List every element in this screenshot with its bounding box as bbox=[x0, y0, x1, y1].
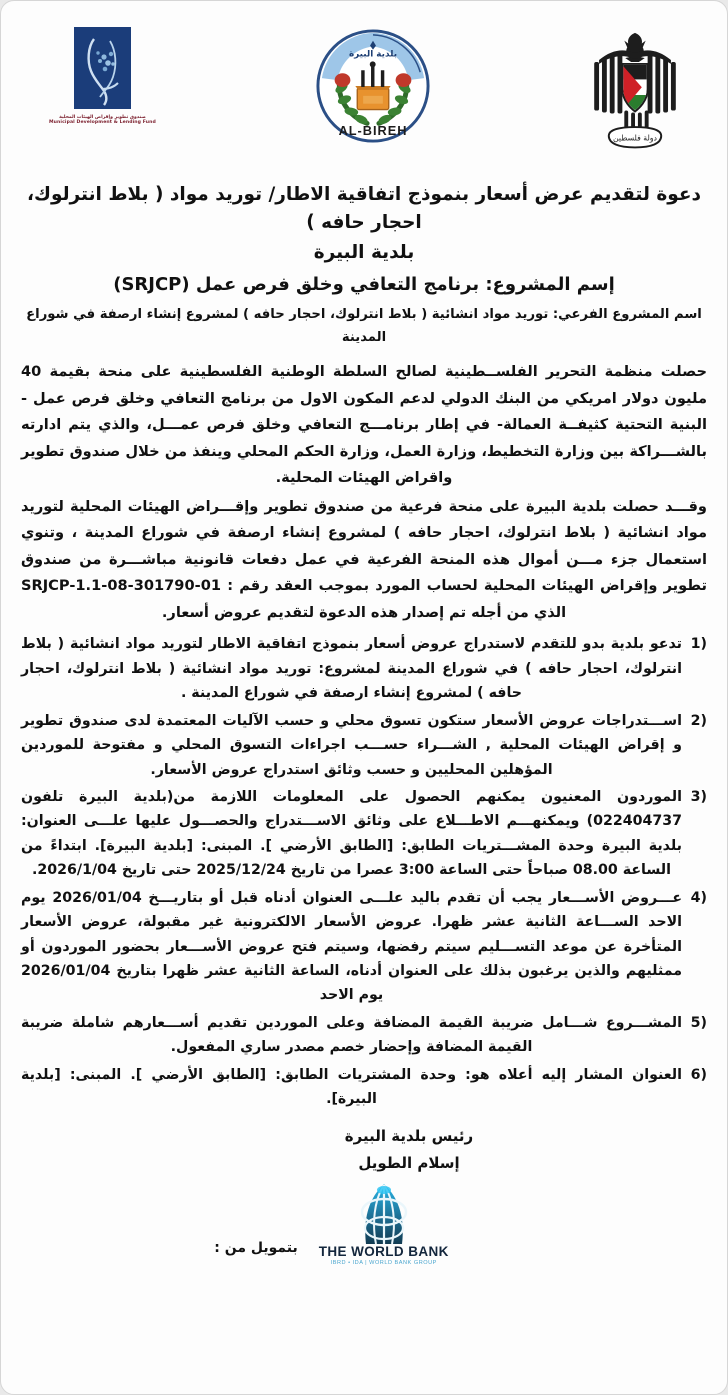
mdlf-name-en: Municipal Development & Lending Fund bbox=[49, 120, 156, 126]
funded-by-label: بتمويل من : bbox=[214, 1239, 298, 1256]
world-bank-logo bbox=[314, 1182, 454, 1266]
title-block bbox=[15, 177, 713, 349]
clause-number: 2) bbox=[690, 712, 707, 729]
municipality-name: بلدية البيرة bbox=[313, 241, 415, 263]
eagle-emblem-icon bbox=[591, 27, 679, 163]
clause-number: 1) bbox=[690, 636, 707, 653]
body-content bbox=[15, 349, 713, 1176]
clause-text: اســـتدراجات عروض الأسعار ستكون تسوق محلي و حسب الآليات المعتمدة لدى صندوق تطوير و إقراض الهيئات المحلية , الشـــراء حســـب اجراءات التسوق المحلي و مفتوحة للموردين المؤهلين المحليين و حسب وثائق استدراج عروض الأسعار. bbox=[21, 712, 682, 778]
body-paragraph-1: حصلت منظمة التحرير الفلســطينية لصالح السلطة الوطنية الفلسطينية على منحة بقيمة 40 مليون دولار امريكي من البنك الدولي لدعم المكون الاول من برنامج التعافي وخلق فرص عمل - البنية التحتية كثيفــة العمالة- في إطار برنامـــج التعافي وخلق فرص عمـــل، والذي يتم ادارته بالشـــراكة بين وزارة التخطيط، وزارة العمل، وزارة الحكم المحلي وينفذ من خلال صندوق تطوير واقراض الهيئات المحلية. bbox=[21, 363, 707, 487]
logo-header-row bbox=[15, 1, 713, 177]
al-bireh-seal-icon bbox=[314, 27, 432, 145]
al-bireh-seal-logo bbox=[314, 27, 432, 145]
clause-item-5 bbox=[21, 1011, 707, 1060]
clause-number: 5) bbox=[690, 1014, 707, 1031]
svg-text:دولة فلسطين: دولة فلسطين bbox=[612, 133, 658, 143]
clause-item-6 bbox=[21, 1063, 707, 1112]
clause-number: 4) bbox=[690, 889, 707, 906]
clause-text: عـــروض الأســـعار يجب أن تقدم باليد علـــى العنوان أدناه قبل أو بتاريـــخ 2026/01/04 يوم الاحد الســـاعة الثانية عشر ظهرا. عروض الأسعار الالكترونية غير مقبولة، عروض الأسعار المتأخرة عن موعد التســـليم سيتم رفضها، وسيتم فتح عروض الأســـعار بحضور الموردون أو ممثليهم والذين يرغبون بذلك على العنوان أدناه، الساعة الثانية عشر ظهرا بتاريخ 2026/01/04 يوم الاحد bbox=[21, 889, 683, 1004]
clause-number: 6) bbox=[690, 1066, 707, 1083]
clause-item-2 bbox=[21, 709, 707, 782]
body-paragraph-2: وقـــد حصلت بلدية البيرة على منحة فرعية من صندوق تطوير وإقـــراض الهيئات المحلية لتوريد مواد انشائية ( بلاط انترلوك، احجار حافه ) لمشروع إنشاء ارصفة في شوراع المدينة ، وتنوي استعمال جزء مـــن أموال هذه المنحة الفرعية في عمل دفعات قانونية مباشـــرة من صندوق تطوير وإقراض الهيئات المحلية لحساب المورد بموجب العقد رقم : 01-301790-08-SRJCP-1.1 الذي من أجله تم إصدار هذه الدعوة لتقديم عروض أسعار. bbox=[21, 497, 707, 621]
subproject-name: اسم المشروع الفرعي: توريد مواد انشائية ( بلاط انترلوك، احجار حافه ) لمشروع إنشاء ارصفة في شوراع المدينة bbox=[26, 307, 702, 345]
clause-text: تدعو بلدية بدو للتقدم لاستدراج عروض أسعار بنموذج اتفاقية الاطار لتوريد مواد انشائية ( بلاط انترلوك، احجار حافه ) في شوراع المدينة لمشروع: توريد مواد انشائية ( بلاط انترلوك، احجار حافه ) لمشروع إنشاء ارصفة في شوراع المدينة . bbox=[21, 636, 682, 702]
clause-item-3 bbox=[21, 785, 707, 883]
project-name: إسم المشروع: برنامج التعافي وخلق فرص عمل (SRJCP) bbox=[113, 273, 615, 295]
mdlf-name-ar: صندوق تطوير وإقراض الهيئات المحلية bbox=[59, 115, 146, 120]
world-bank-globe-icon bbox=[341, 1182, 427, 1246]
mdlf-logo bbox=[49, 27, 156, 125]
mdlf-caption bbox=[49, 115, 156, 125]
clause-number: 3) bbox=[690, 789, 707, 805]
mdlf-emblem-icon bbox=[74, 27, 131, 109]
palestine-coat-of-arms-logo bbox=[591, 27, 679, 163]
svg-text:AL-BIREH: AL-BIREH bbox=[338, 123, 408, 139]
clause-text: المشـــروع شـــامل ضريبة القيمة المضافة وعلى الموردين تقديم أســـعارهم شاملة ضريبة القيمة المضافة وإحضار خصم مصدر ساري المفعول. bbox=[21, 1014, 682, 1056]
signature-block bbox=[21, 1123, 707, 1176]
document-main-title: دعوة لتقديم عرض أسعار بنموذج اتفاقية الاطار/ توريد مواد ( بلاط انترلوك، احجار حافه ) bbox=[27, 184, 701, 233]
signature-name: إسلام الطويل bbox=[358, 1153, 460, 1172]
numbered-clause-list bbox=[21, 632, 707, 1111]
svg-text:بلدية البيرة: بلدية البيرة bbox=[349, 49, 398, 60]
world-bank-wordmark: THE WORLD BANK bbox=[318, 1243, 449, 1259]
clause-item-4 bbox=[21, 886, 707, 1008]
clause-text: العنوان المشار إليه أعلاه هو: وحدة المشتريات الطابق: [الطابق الأرضي ]. المبنى: [بلدية البيرة]. bbox=[21, 1066, 682, 1108]
clause-item-1 bbox=[21, 632, 707, 705]
footer-funding bbox=[15, 1182, 713, 1300]
world-bank-subtitle: IBRD • IDA | WORLD BANK GROUP bbox=[330, 1259, 437, 1266]
clause-text: الموردون المعنيون يمكنهم الحصول على المعلومات اللازمة من(بلدية البيرة تلفون 022404737) ويمكنهـــم الاطـــلاع على وثائق الاســـتدراج والحصـــول عليها علـــى العنوان: بلدية البيرة وحدة المشـــتريات الطابق: [الطابق الأرضي ]. المبنى: [بلدية البيرة]. ابتداءً من الساعة 08.00 صباحاً حتى الساعة 3:00 عصرا من تاريخ 2025/12/24 حتى تاريخ 2026/1/04. bbox=[21, 789, 682, 879]
signature-title: رئيس بلدية البيرة bbox=[344, 1127, 474, 1146]
